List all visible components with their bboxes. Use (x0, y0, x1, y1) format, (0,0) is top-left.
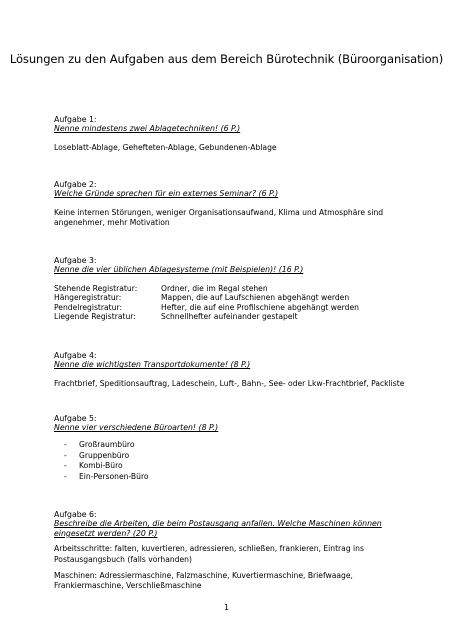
answer-line: Frankiermaschine, Verschließmaschine (54, 581, 202, 591)
task-question (54, 519, 426, 538)
list-item-text: Gruppenbüro (79, 450, 130, 460)
task-label: Aufgabe 3: (54, 256, 97, 265)
task-answer (54, 544, 426, 565)
answer-line: Keine internen Störungen, weniger Organisationsaufwand, Klima und Atmosphäre sind (54, 207, 384, 217)
question-line: Beschreibe die Arbeiten, die beim Postausgang anfallen. Welche Maschinen können (54, 519, 382, 529)
task-2 (54, 180, 426, 229)
registry-example: Ordner, die im Regal stehen (161, 283, 268, 293)
task-question: Nenne vier verschiedene Büroarten! (8 P.) (54, 423, 219, 433)
list-dash: - (64, 461, 67, 471)
page-title: Lösungen zu den Aufgaben aus dem Bereich Bürotechnik (Büroorganisation) (9, 52, 444, 66)
list-item-text: Kombi-Büro (79, 461, 123, 471)
task-4 (54, 351, 426, 389)
registry-table (54, 284, 426, 322)
registry-example: Schnellhefter aufeinander gestapelt (161, 312, 298, 322)
registry-type: Hängeregistratur: (54, 293, 122, 303)
list-item-text: Großraumbüro (79, 439, 135, 449)
task-label: Aufgabe 1: (54, 115, 97, 124)
list-item (54, 440, 426, 451)
registry-example: Mappen, die auf Laufschienen abgehängt werden (161, 293, 350, 303)
task-1 (54, 115, 426, 153)
registry-row (54, 312, 426, 321)
registry-type: Stehende Registratur: (54, 283, 138, 293)
registry-example: Hefter, die auf eine Profilschiene abgehängt werden (161, 302, 359, 312)
task-question: Welche Gründe sprechen für ein externes Seminar? (6 P.) (54, 189, 279, 199)
task-answer: Frachtbrief, Speditionsauftrag, Ladeschein, Luft-, Bahn-, See- oder Lkw-Frachtbrief, Packliste (54, 378, 405, 388)
answer-line: angenehmer, mehr Motivation (54, 218, 170, 228)
task-label: Aufgabe 5: (54, 414, 97, 423)
task-label: Aufgabe 2: (54, 180, 97, 189)
task-5 (54, 414, 426, 483)
task-question: Nenne mindestens zwei Ablagetechniken! (6 P.) (54, 124, 241, 134)
registry-type: Liegende Registratur: (54, 312, 136, 322)
answer-line: Arbeitsschritte: falten, kuvertieren, adressieren, schließen, frankieren, Eintrag ins (54, 544, 364, 554)
task-answer (54, 571, 426, 592)
task-label: Aufgabe 4: (54, 351, 97, 360)
task-answer: Loseblatt-Ablage, Gehefteten-Ablage, Gebundenen-Ablage (54, 142, 277, 152)
answer-line: Postausgangsbuch (falls vorhanden) (54, 554, 192, 564)
list-dash: - (64, 450, 67, 460)
list-item (54, 461, 426, 472)
registry-row (54, 303, 426, 312)
task-3 (54, 256, 426, 321)
page-number: 1 (224, 603, 229, 612)
task-6 (54, 510, 426, 592)
task-question: Nenne die vier üblichen Ablagesysteme (mit Beispielen)! (16 P.) (54, 265, 304, 275)
answer-line: Maschinen: Adressiermaschine, Falzmaschine, Kuvertiermaschine, Briefwaage, (54, 571, 353, 581)
list-dash: - (64, 439, 67, 449)
list-item (54, 451, 426, 462)
task-label: Aufgabe 6: (54, 510, 97, 519)
registry-type: Pendelregistratur: (54, 302, 122, 312)
task-answer (54, 208, 426, 229)
question-line: eingesetzt werden? (20 P.) (54, 528, 158, 538)
registry-row (54, 284, 426, 293)
list-item (54, 472, 426, 483)
registry-row (54, 293, 426, 302)
task-question: Nenne die wichtigsten Transportdokumente! (8 P.) (54, 360, 251, 370)
office-types-list (54, 440, 426, 483)
list-item-text: Ein-Personen-Büro (79, 472, 149, 482)
list-dash: - (64, 472, 67, 482)
